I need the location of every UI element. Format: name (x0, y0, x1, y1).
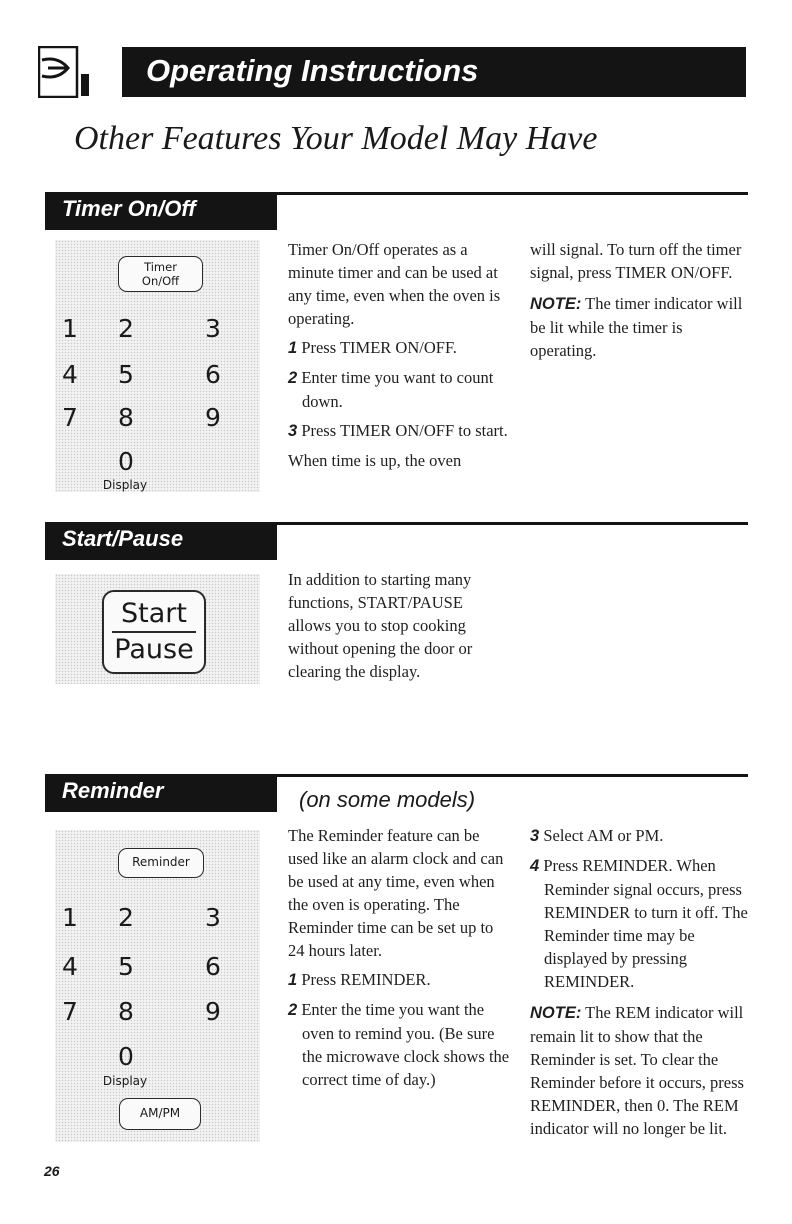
section-title-start-pause: Start/Pause (62, 526, 184, 551)
step-text: Press TIMER ON/OFF to start. (301, 421, 508, 440)
digit-key-4[interactable]: 4 (62, 360, 78, 389)
note-label: NOTE: (530, 295, 582, 313)
page-number: 26 (44, 1163, 60, 1179)
display-label: Display (102, 478, 148, 492)
digit-key-1[interactable]: 1 (62, 314, 78, 343)
timer-outro: When time is up, the oven (288, 451, 462, 470)
section-rule (277, 774, 748, 777)
reminder-text-col2 (530, 824, 748, 1140)
timer-intro: Timer On/Off operates as a minute timer and can be used at any time, even when the oven is operating. (288, 240, 501, 328)
digit-key-2[interactable]: 2 (118, 903, 134, 932)
digit-key-7[interactable]: 7 (62, 403, 78, 432)
reminder-step-4 (530, 854, 748, 993)
timer-step-2 (288, 366, 510, 413)
digit-key-0[interactable]: 0 (118, 447, 134, 476)
digit-key-4[interactable]: 4 (62, 952, 78, 981)
digit-key-6[interactable]: 6 (205, 952, 221, 981)
reminder-intro: The Reminder feature can be used like an alarm clock and can be used at any time, even when the oven is operating. The Reminder time can be set up to 24 hours later. (288, 826, 504, 960)
section-title-reminder: Reminder (62, 778, 164, 803)
step-number: 1 (288, 339, 298, 357)
reminder-button[interactable]: Reminder (118, 848, 204, 878)
digit-key-2[interactable]: 2 (118, 314, 134, 343)
display-label: Display (102, 1074, 148, 1088)
step-text: Press TIMER ON/OFF. (301, 338, 457, 357)
timer-on-off-button[interactable] (118, 256, 203, 292)
digit-key-7[interactable]: 7 (62, 997, 78, 1026)
timer-button-label-line2: On/Off (141, 274, 180, 288)
models-qualifier: (on some models) (299, 787, 476, 812)
am-pm-button[interactable]: AM/PM (119, 1098, 201, 1130)
digit-key-5[interactable]: 5 (118, 360, 134, 389)
step-number: 1 (288, 971, 298, 989)
timer-button-label-line1: Timer (144, 260, 177, 274)
reminder-step-3 (530, 824, 748, 848)
start-pause-button[interactable] (102, 590, 206, 674)
timer-text-col2 (530, 238, 748, 362)
digit-key-8[interactable]: 8 (118, 997, 134, 1026)
digit-key-0[interactable]: 0 (118, 1042, 134, 1071)
digit-key-3[interactable]: 3 (205, 314, 221, 343)
start-pause-text: In addition to starting many functions, START/PAUSE allows you to stop cooking without opening the door or clearing the display. (288, 570, 473, 681)
step-number: 3 (288, 422, 298, 440)
timer-keypad (55, 240, 260, 492)
digit-key-1[interactable]: 1 (62, 903, 78, 932)
step-text: Press REMINDER. When Reminder signal occurs, press REMINDER to turn it off. The Reminder time may be displayed by pressing REMINDER. (543, 856, 748, 991)
digit-key-9[interactable]: 9 (205, 403, 221, 432)
step-text: Press REMINDER. (301, 970, 431, 989)
note-label: NOTE: (530, 1004, 582, 1022)
pause-label: Pause (114, 634, 194, 665)
timer-note (530, 292, 748, 362)
section-rule (277, 192, 748, 195)
timer-step-1 (288, 336, 510, 360)
step-number: 4 (530, 857, 540, 875)
start-label: Start (121, 598, 187, 629)
digit-key-6[interactable]: 6 (205, 360, 221, 389)
digit-key-8[interactable]: 8 (118, 403, 134, 432)
digit-key-9[interactable]: 9 (205, 997, 221, 1026)
step-text: Enter the time you want the oven to remind you. (Be sure the microwave clock shows the correct time of day.) (301, 1000, 510, 1089)
start-pause-panel (55, 574, 260, 684)
timer-text-col1 (288, 238, 510, 472)
digit-key-5[interactable]: 5 (118, 952, 134, 981)
reminder-note (530, 1001, 748, 1140)
step-number: 2 (288, 1001, 298, 1019)
step-number: 3 (530, 827, 540, 845)
section-title-timer: Timer On/Off (62, 196, 196, 221)
page-title: Operating Instructions (146, 53, 479, 88)
note-text: The timer indicator will be lit while the timer is operating. (530, 294, 743, 360)
digit-key-3[interactable]: 3 (205, 903, 221, 932)
reminder-step-1 (288, 968, 510, 992)
page-subtitle: Other Features Your Model May Have (74, 120, 598, 157)
step-text: Select AM or PM. (543, 826, 664, 845)
microwave-book-icon (38, 46, 90, 98)
step-number: 2 (288, 369, 298, 387)
reminder-text-col1 (288, 824, 510, 1091)
timer-continued: will signal. To turn off the timer signal, press TIMER ON/OFF. (530, 240, 742, 282)
note-text: The REM indicator will remain lit to show that the Reminder is set. To clear the Reminder before it occurs, press REMINDER, then 0. The REM indicator will no longer be lit. (530, 1003, 744, 1138)
section-rule (277, 522, 748, 525)
step-text: Enter time you want to count down. (301, 368, 494, 411)
timer-step-3 (288, 419, 510, 443)
reminder-step-2 (288, 998, 510, 1091)
reminder-keypad (55, 830, 260, 1142)
